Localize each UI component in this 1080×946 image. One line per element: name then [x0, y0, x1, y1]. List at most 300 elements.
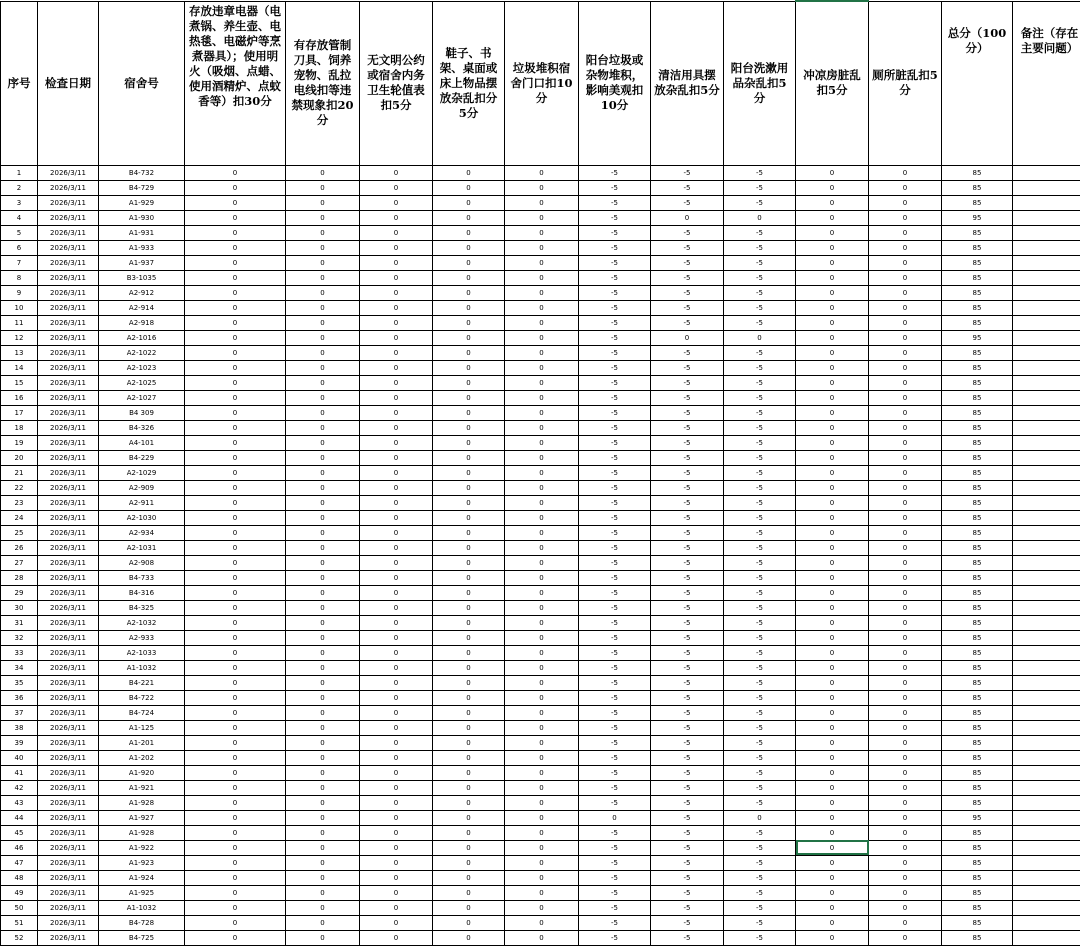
cell-illegal-appliances[interactable]: 0 — [185, 825, 286, 840]
cell-toilet[interactable]: 0 — [869, 180, 942, 195]
cell-civility-roster[interactable]: 0 — [360, 345, 433, 360]
cell-remarks[interactable] — [1013, 660, 1080, 675]
cell-illegal-appliances[interactable]: 0 — [185, 585, 286, 600]
cell-garbage-door[interactable]: 0 — [505, 885, 579, 900]
cell-balcony-garbage[interactable]: -5 — [579, 225, 651, 240]
cell-cleaning-tools[interactable]: -5 — [651, 780, 724, 795]
cell-date[interactable]: 2026/3/11 — [38, 495, 99, 510]
cell-balcony-toiletries[interactable]: -5 — [724, 495, 796, 510]
cell-civility-roster[interactable]: 0 — [360, 660, 433, 675]
cell-prohibited-items[interactable]: 0 — [286, 900, 360, 915]
cell-prohibited-items[interactable]: 0 — [286, 180, 360, 195]
cell-seq[interactable]: 12 — [1, 330, 38, 345]
cell-toilet[interactable]: 0 — [869, 255, 942, 270]
cell-remarks[interactable] — [1013, 270, 1080, 285]
cell-messy-items[interactable]: 0 — [433, 450, 505, 465]
cell-messy-items[interactable]: 0 — [433, 765, 505, 780]
cell-civility-roster[interactable]: 0 — [360, 690, 433, 705]
cell-cleaning-tools[interactable]: -5 — [651, 390, 724, 405]
header-seq[interactable]: 序号 — [1, 1, 38, 165]
cell-prohibited-items[interactable]: 0 — [286, 525, 360, 540]
cell-prohibited-items[interactable]: 0 — [286, 585, 360, 600]
cell-toilet[interactable]: 0 — [869, 225, 942, 240]
cell-cleaning-tools[interactable]: 0 — [651, 330, 724, 345]
cell-messy-items[interactable]: 0 — [433, 660, 505, 675]
cell-garbage-door[interactable]: 0 — [505, 345, 579, 360]
cell-illegal-appliances[interactable]: 0 — [185, 870, 286, 885]
cell-balcony-garbage[interactable]: -5 — [579, 630, 651, 645]
cell-total-score[interactable]: 85 — [942, 885, 1013, 900]
cell-seq[interactable]: 4 — [1, 210, 38, 225]
cell-toilet[interactable]: 0 — [869, 210, 942, 225]
cell-shower-room[interactable]: 0 — [796, 330, 869, 345]
cell-total-score[interactable]: 85 — [942, 315, 1013, 330]
cell-seq[interactable]: 47 — [1, 855, 38, 870]
cell-cleaning-tools[interactable]: -5 — [651, 165, 724, 180]
cell-civility-roster[interactable]: 0 — [360, 405, 433, 420]
cell-messy-items[interactable]: 0 — [433, 210, 505, 225]
cell-remarks[interactable] — [1013, 540, 1080, 555]
cell-garbage-door[interactable]: 0 — [505, 900, 579, 915]
cell-total-score[interactable]: 85 — [942, 735, 1013, 750]
cell-dorm-no[interactable]: B4-325 — [99, 600, 185, 615]
cell-date[interactable]: 2026/3/11 — [38, 165, 99, 180]
cell-cleaning-tools[interactable]: -5 — [651, 615, 724, 630]
cell-illegal-appliances[interactable]: 0 — [185, 360, 286, 375]
cell-remarks[interactable] — [1013, 255, 1080, 270]
cell-balcony-toiletries[interactable]: -5 — [724, 570, 796, 585]
cell-prohibited-items[interactable]: 0 — [286, 480, 360, 495]
cell-cleaning-tools[interactable]: -5 — [651, 540, 724, 555]
cell-garbage-door[interactable]: 0 — [505, 660, 579, 675]
cell-balcony-toiletries[interactable]: -5 — [724, 600, 796, 615]
cell-balcony-toiletries[interactable]: -5 — [724, 240, 796, 255]
cell-remarks[interactable] — [1013, 225, 1080, 240]
cell-date[interactable]: 2026/3/11 — [38, 450, 99, 465]
cell-shower-room[interactable]: 0 — [796, 390, 869, 405]
cell-shower-room[interactable]: 0 — [796, 735, 869, 750]
cell-civility-roster[interactable]: 0 — [360, 615, 433, 630]
cell-dorm-no[interactable]: B4-732 — [99, 165, 185, 180]
cell-balcony-garbage[interactable]: -5 — [579, 720, 651, 735]
cell-dorm-no[interactable]: A1-1032 — [99, 900, 185, 915]
cell-toilet[interactable]: 0 — [869, 195, 942, 210]
cell-civility-roster[interactable]: 0 — [360, 555, 433, 570]
cell-cleaning-tools[interactable]: -5 — [651, 585, 724, 600]
cell-messy-items[interactable]: 0 — [433, 240, 505, 255]
cell-remarks[interactable] — [1013, 180, 1080, 195]
cell-shower-room[interactable]: 0 — [796, 885, 869, 900]
cell-civility-roster[interactable]: 0 — [360, 480, 433, 495]
cell-balcony-garbage[interactable]: -5 — [579, 750, 651, 765]
cell-illegal-appliances[interactable]: 0 — [185, 705, 286, 720]
cell-illegal-appliances[interactable]: 0 — [185, 930, 286, 945]
cell-dorm-no[interactable]: B4-728 — [99, 915, 185, 930]
cell-seq[interactable]: 28 — [1, 570, 38, 585]
cell-shower-room[interactable]: 0 — [796, 255, 869, 270]
cell-balcony-garbage[interactable]: -5 — [579, 390, 651, 405]
cell-total-score[interactable]: 85 — [942, 765, 1013, 780]
cell-toilet[interactable]: 0 — [869, 645, 942, 660]
cell-balcony-garbage[interactable]: -5 — [579, 600, 651, 615]
cell-date[interactable]: 2026/3/11 — [38, 420, 99, 435]
cell-shower-room[interactable]: 0 — [796, 900, 869, 915]
cell-balcony-garbage[interactable]: -5 — [579, 420, 651, 435]
cell-dorm-no[interactable]: A2-934 — [99, 525, 185, 540]
cell-total-score[interactable]: 85 — [942, 915, 1013, 930]
cell-cleaning-tools[interactable]: -5 — [651, 195, 724, 210]
cell-remarks[interactable] — [1013, 495, 1080, 510]
cell-dorm-no[interactable]: A4-101 — [99, 435, 185, 450]
cell-date[interactable]: 2026/3/11 — [38, 615, 99, 630]
cell-prohibited-items[interactable]: 0 — [286, 810, 360, 825]
cell-illegal-appliances[interactable]: 0 — [185, 450, 286, 465]
cell-shower-room[interactable]: 0 — [796, 510, 869, 525]
cell-cleaning-tools[interactable]: -5 — [651, 570, 724, 585]
cell-civility-roster[interactable]: 0 — [360, 870, 433, 885]
cell-garbage-door[interactable]: 0 — [505, 240, 579, 255]
cell-illegal-appliances[interactable]: 0 — [185, 330, 286, 345]
cell-toilet[interactable]: 0 — [869, 825, 942, 840]
cell-balcony-garbage[interactable]: -5 — [579, 585, 651, 600]
cell-garbage-door[interactable]: 0 — [505, 615, 579, 630]
cell-garbage-door[interactable]: 0 — [505, 795, 579, 810]
cell-garbage-door[interactable]: 0 — [505, 450, 579, 465]
cell-shower-room[interactable]: 0 — [796, 180, 869, 195]
cell-balcony-toiletries[interactable]: -5 — [724, 180, 796, 195]
header-total-score[interactable]: 总分（100分） — [942, 1, 1013, 165]
cell-illegal-appliances[interactable]: 0 — [185, 495, 286, 510]
cell-messy-items[interactable]: 0 — [433, 540, 505, 555]
cell-remarks[interactable] — [1013, 390, 1080, 405]
cell-cleaning-tools[interactable]: -5 — [651, 600, 724, 615]
cell-garbage-door[interactable]: 0 — [505, 360, 579, 375]
cell-remarks[interactable] — [1013, 315, 1080, 330]
cell-cleaning-tools[interactable]: -5 — [651, 225, 724, 240]
cell-shower-room[interactable]: 0 — [796, 165, 869, 180]
cell-balcony-toiletries[interactable]: -5 — [724, 270, 796, 285]
cell-remarks[interactable] — [1013, 825, 1080, 840]
cell-garbage-door[interactable]: 0 — [505, 270, 579, 285]
cell-messy-items[interactable]: 0 — [433, 825, 505, 840]
cell-garbage-door[interactable]: 0 — [505, 555, 579, 570]
cell-cleaning-tools[interactable]: -5 — [651, 660, 724, 675]
header-toilet[interactable]: 厕所脏乱扣5分 — [869, 1, 942, 165]
cell-civility-roster[interactable]: 0 — [360, 195, 433, 210]
cell-date[interactable]: 2026/3/11 — [38, 540, 99, 555]
cell-seq[interactable]: 49 — [1, 885, 38, 900]
cell-remarks[interactable] — [1013, 675, 1080, 690]
cell-civility-roster[interactable]: 0 — [360, 825, 433, 840]
cell-date[interactable]: 2026/3/11 — [38, 705, 99, 720]
cell-total-score[interactable]: 85 — [942, 420, 1013, 435]
cell-remarks[interactable] — [1013, 420, 1080, 435]
cell-cleaning-tools[interactable]: -5 — [651, 360, 724, 375]
cell-garbage-door[interactable]: 0 — [505, 300, 579, 315]
cell-balcony-toiletries[interactable]: -5 — [724, 750, 796, 765]
cell-illegal-appliances[interactable]: 0 — [185, 180, 286, 195]
cell-dorm-no[interactable]: B4-316 — [99, 585, 185, 600]
cell-seq[interactable]: 23 — [1, 495, 38, 510]
cell-illegal-appliances[interactable]: 0 — [185, 165, 286, 180]
cell-remarks[interactable] — [1013, 870, 1080, 885]
cell-remarks[interactable] — [1013, 585, 1080, 600]
cell-dorm-no[interactable]: A2-1022 — [99, 345, 185, 360]
cell-garbage-door[interactable]: 0 — [505, 330, 579, 345]
cell-garbage-door[interactable]: 0 — [505, 255, 579, 270]
cell-toilet[interactable]: 0 — [869, 495, 942, 510]
cell-garbage-door[interactable]: 0 — [505, 690, 579, 705]
cell-prohibited-items[interactable]: 0 — [286, 510, 360, 525]
cell-date[interactable]: 2026/3/11 — [38, 810, 99, 825]
cell-toilet[interactable]: 0 — [869, 375, 942, 390]
cell-date[interactable]: 2026/3/11 — [38, 690, 99, 705]
cell-messy-items[interactable]: 0 — [433, 165, 505, 180]
cell-illegal-appliances[interactable]: 0 — [185, 885, 286, 900]
cell-balcony-garbage[interactable]: -5 — [579, 900, 651, 915]
cell-civility-roster[interactable]: 0 — [360, 165, 433, 180]
cell-shower-room[interactable]: 0 — [796, 360, 869, 375]
cell-balcony-garbage[interactable]: -5 — [579, 360, 651, 375]
cell-garbage-door[interactable]: 0 — [505, 195, 579, 210]
cell-date[interactable]: 2026/3/11 — [38, 660, 99, 675]
cell-date[interactable]: 2026/3/11 — [38, 870, 99, 885]
cell-prohibited-items[interactable]: 0 — [286, 780, 360, 795]
cell-cleaning-tools[interactable]: -5 — [651, 900, 724, 915]
cell-toilet[interactable]: 0 — [869, 765, 942, 780]
cell-prohibited-items[interactable]: 0 — [286, 765, 360, 780]
cell-total-score[interactable]: 85 — [942, 825, 1013, 840]
cell-date[interactable]: 2026/3/11 — [38, 585, 99, 600]
cell-date[interactable]: 2026/3/11 — [38, 480, 99, 495]
cell-garbage-door[interactable]: 0 — [505, 870, 579, 885]
cell-toilet[interactable]: 0 — [869, 795, 942, 810]
cell-total-score[interactable]: 85 — [942, 705, 1013, 720]
cell-civility-roster[interactable]: 0 — [360, 705, 433, 720]
cell-total-score[interactable]: 85 — [942, 195, 1013, 210]
cell-prohibited-items[interactable]: 0 — [286, 915, 360, 930]
cell-dorm-no[interactable]: A1-922 — [99, 840, 185, 855]
cell-civility-roster[interactable]: 0 — [360, 570, 433, 585]
cell-total-score[interactable]: 85 — [942, 600, 1013, 615]
cell-remarks[interactable] — [1013, 810, 1080, 825]
cell-seq[interactable]: 32 — [1, 630, 38, 645]
cell-illegal-appliances[interactable]: 0 — [185, 840, 286, 855]
cell-balcony-garbage[interactable]: -5 — [579, 540, 651, 555]
cell-prohibited-items[interactable]: 0 — [286, 705, 360, 720]
cell-date[interactable]: 2026/3/11 — [38, 300, 99, 315]
cell-cleaning-tools[interactable]: -5 — [651, 420, 724, 435]
cell-remarks[interactable] — [1013, 855, 1080, 870]
cell-cleaning-tools[interactable]: -5 — [651, 810, 724, 825]
cell-cleaning-tools[interactable]: -5 — [651, 285, 724, 300]
cell-seq[interactable]: 45 — [1, 825, 38, 840]
cell-seq[interactable]: 15 — [1, 375, 38, 390]
cell-prohibited-items[interactable]: 0 — [286, 195, 360, 210]
cell-messy-items[interactable]: 0 — [433, 585, 505, 600]
cell-garbage-door[interactable]: 0 — [505, 780, 579, 795]
cell-seq[interactable]: 35 — [1, 675, 38, 690]
cell-illegal-appliances[interactable]: 0 — [185, 390, 286, 405]
cell-seq[interactable]: 46 — [1, 840, 38, 855]
cell-prohibited-items[interactable]: 0 — [286, 735, 360, 750]
cell-civility-roster[interactable]: 0 — [360, 600, 433, 615]
cell-garbage-door[interactable]: 0 — [505, 285, 579, 300]
cell-dorm-no[interactable]: A2-1023 — [99, 360, 185, 375]
cell-prohibited-items[interactable]: 0 — [286, 345, 360, 360]
cell-total-score[interactable]: 85 — [942, 225, 1013, 240]
cell-total-score[interactable]: 85 — [942, 840, 1013, 855]
cell-seq[interactable]: 30 — [1, 600, 38, 615]
cell-total-score[interactable]: 85 — [942, 720, 1013, 735]
cell-messy-items[interactable]: 0 — [433, 195, 505, 210]
cell-cleaning-tools[interactable]: -5 — [651, 840, 724, 855]
cell-balcony-garbage[interactable]: -5 — [579, 885, 651, 900]
cell-illegal-appliances[interactable]: 0 — [185, 195, 286, 210]
cell-garbage-door[interactable]: 0 — [505, 645, 579, 660]
cell-remarks[interactable] — [1013, 435, 1080, 450]
cell-toilet[interactable]: 0 — [869, 540, 942, 555]
cell-messy-items[interactable]: 0 — [433, 720, 505, 735]
cell-seq[interactable]: 40 — [1, 750, 38, 765]
cell-cleaning-tools[interactable]: -5 — [651, 735, 724, 750]
cell-garbage-door[interactable]: 0 — [505, 750, 579, 765]
cell-prohibited-items[interactable]: 0 — [286, 285, 360, 300]
cell-prohibited-items[interactable]: 0 — [286, 840, 360, 855]
cell-shower-room[interactable]: 0 — [796, 750, 869, 765]
cell-remarks[interactable] — [1013, 300, 1080, 315]
cell-date[interactable]: 2026/3/11 — [38, 900, 99, 915]
cell-dorm-no[interactable]: A2-933 — [99, 630, 185, 645]
cell-dorm-no[interactable]: A1-921 — [99, 780, 185, 795]
cell-illegal-appliances[interactable]: 0 — [185, 690, 286, 705]
cell-civility-roster[interactable]: 0 — [360, 915, 433, 930]
cell-date[interactable]: 2026/3/11 — [38, 225, 99, 240]
cell-seq[interactable]: 13 — [1, 345, 38, 360]
cell-remarks[interactable] — [1013, 210, 1080, 225]
cell-toilet[interactable]: 0 — [869, 930, 942, 945]
cell-seq[interactable]: 24 — [1, 510, 38, 525]
cell-messy-items[interactable]: 0 — [433, 885, 505, 900]
cell-cleaning-tools[interactable]: 0 — [651, 210, 724, 225]
cell-total-score[interactable]: 85 — [942, 585, 1013, 600]
cell-shower-room[interactable]: 0 — [796, 300, 869, 315]
cell-messy-items[interactable]: 0 — [433, 870, 505, 885]
cell-seq[interactable]: 44 — [1, 810, 38, 825]
cell-balcony-garbage[interactable]: -5 — [579, 570, 651, 585]
cell-total-score[interactable]: 85 — [942, 690, 1013, 705]
cell-messy-items[interactable]: 0 — [433, 435, 505, 450]
cell-date[interactable]: 2026/3/11 — [38, 840, 99, 855]
cell-shower-room[interactable]: 0 — [796, 225, 869, 240]
cell-balcony-toiletries[interactable]: -5 — [724, 300, 796, 315]
cell-garbage-door[interactable]: 0 — [505, 390, 579, 405]
cell-dorm-no[interactable]: A2-911 — [99, 495, 185, 510]
cell-prohibited-items[interactable]: 0 — [286, 225, 360, 240]
cell-balcony-garbage[interactable]: -5 — [579, 675, 651, 690]
cell-seq[interactable]: 39 — [1, 735, 38, 750]
cell-illegal-appliances[interactable]: 0 — [185, 540, 286, 555]
cell-messy-items[interactable]: 0 — [433, 375, 505, 390]
cell-civility-roster[interactable]: 0 — [360, 330, 433, 345]
cell-shower-room[interactable]: 0 — [796, 240, 869, 255]
cell-balcony-toiletries[interactable]: -5 — [724, 435, 796, 450]
cell-date[interactable]: 2026/3/11 — [38, 780, 99, 795]
cell-cleaning-tools[interactable]: -5 — [651, 255, 724, 270]
cell-seq[interactable]: 16 — [1, 390, 38, 405]
cell-total-score[interactable]: 85 — [942, 750, 1013, 765]
cell-dorm-no[interactable]: A2-1033 — [99, 645, 185, 660]
cell-toilet[interactable]: 0 — [869, 555, 942, 570]
cell-shower-room[interactable]: 0 — [796, 450, 869, 465]
cell-cleaning-tools[interactable]: -5 — [651, 645, 724, 660]
cell-balcony-toiletries[interactable]: -5 — [724, 735, 796, 750]
cell-shower-room[interactable]: 0 — [796, 645, 869, 660]
header-date[interactable]: 检查日期 — [38, 1, 99, 165]
cell-garbage-door[interactable]: 0 — [505, 225, 579, 240]
cell-dorm-no[interactable]: A2-1029 — [99, 465, 185, 480]
cell-balcony-toiletries[interactable]: -5 — [724, 165, 796, 180]
header-shower-room[interactable]: 冲凉房脏乱扣5分 — [796, 1, 869, 165]
cell-civility-roster[interactable]: 0 — [360, 720, 433, 735]
cell-dorm-no[interactable]: B4-221 — [99, 675, 185, 690]
cell-shower-room[interactable]: 0 — [796, 810, 869, 825]
cell-civility-roster[interactable]: 0 — [360, 465, 433, 480]
cell-civility-roster[interactable]: 0 — [360, 285, 433, 300]
cell-date[interactable]: 2026/3/11 — [38, 510, 99, 525]
cell-messy-items[interactable]: 0 — [433, 780, 505, 795]
cell-date[interactable]: 2026/3/11 — [38, 405, 99, 420]
cell-messy-items[interactable]: 0 — [433, 525, 505, 540]
cell-messy-items[interactable]: 0 — [433, 855, 505, 870]
cell-dorm-no[interactable]: A1-931 — [99, 225, 185, 240]
cell-balcony-garbage[interactable]: -5 — [579, 450, 651, 465]
header-messy-items[interactable]: 鞋子、书架、桌面或床上物品摆放杂乱扣分5分 — [433, 1, 505, 165]
cell-cleaning-tools[interactable]: -5 — [651, 825, 724, 840]
cell-dorm-no[interactable]: A2-909 — [99, 480, 185, 495]
cell-balcony-garbage[interactable]: -5 — [579, 660, 651, 675]
cell-toilet[interactable]: 0 — [869, 435, 942, 450]
cell-cleaning-tools[interactable]: -5 — [651, 270, 724, 285]
cell-date[interactable]: 2026/3/11 — [38, 240, 99, 255]
cell-balcony-toiletries[interactable]: -5 — [724, 930, 796, 945]
cell-illegal-appliances[interactable]: 0 — [185, 660, 286, 675]
cell-total-score[interactable]: 85 — [942, 405, 1013, 420]
cell-illegal-appliances[interactable]: 0 — [185, 600, 286, 615]
cell-prohibited-items[interactable]: 0 — [286, 390, 360, 405]
cell-prohibited-items[interactable]: 0 — [286, 855, 360, 870]
cell-dorm-no[interactable]: A2-1027 — [99, 390, 185, 405]
cell-prohibited-items[interactable]: 0 — [286, 930, 360, 945]
cell-date[interactable]: 2026/3/11 — [38, 735, 99, 750]
cell-illegal-appliances[interactable]: 0 — [185, 900, 286, 915]
cell-garbage-door[interactable]: 0 — [505, 570, 579, 585]
cell-balcony-toiletries[interactable]: -5 — [724, 915, 796, 930]
cell-dorm-no[interactable]: A2-1032 — [99, 615, 185, 630]
cell-remarks[interactable] — [1013, 780, 1080, 795]
cell-balcony-toiletries[interactable]: -5 — [724, 360, 796, 375]
cell-balcony-garbage[interactable]: -5 — [579, 855, 651, 870]
cell-dorm-no[interactable]: A2-918 — [99, 315, 185, 330]
cell-remarks[interactable] — [1013, 930, 1080, 945]
cell-balcony-garbage[interactable]: -5 — [579, 735, 651, 750]
cell-toilet[interactable]: 0 — [869, 480, 942, 495]
cell-date[interactable]: 2026/3/11 — [38, 825, 99, 840]
cell-shower-room[interactable]: 0 — [796, 405, 869, 420]
cell-total-score[interactable]: 85 — [942, 435, 1013, 450]
cell-date[interactable]: 2026/3/11 — [38, 915, 99, 930]
cell-remarks[interactable] — [1013, 330, 1080, 345]
